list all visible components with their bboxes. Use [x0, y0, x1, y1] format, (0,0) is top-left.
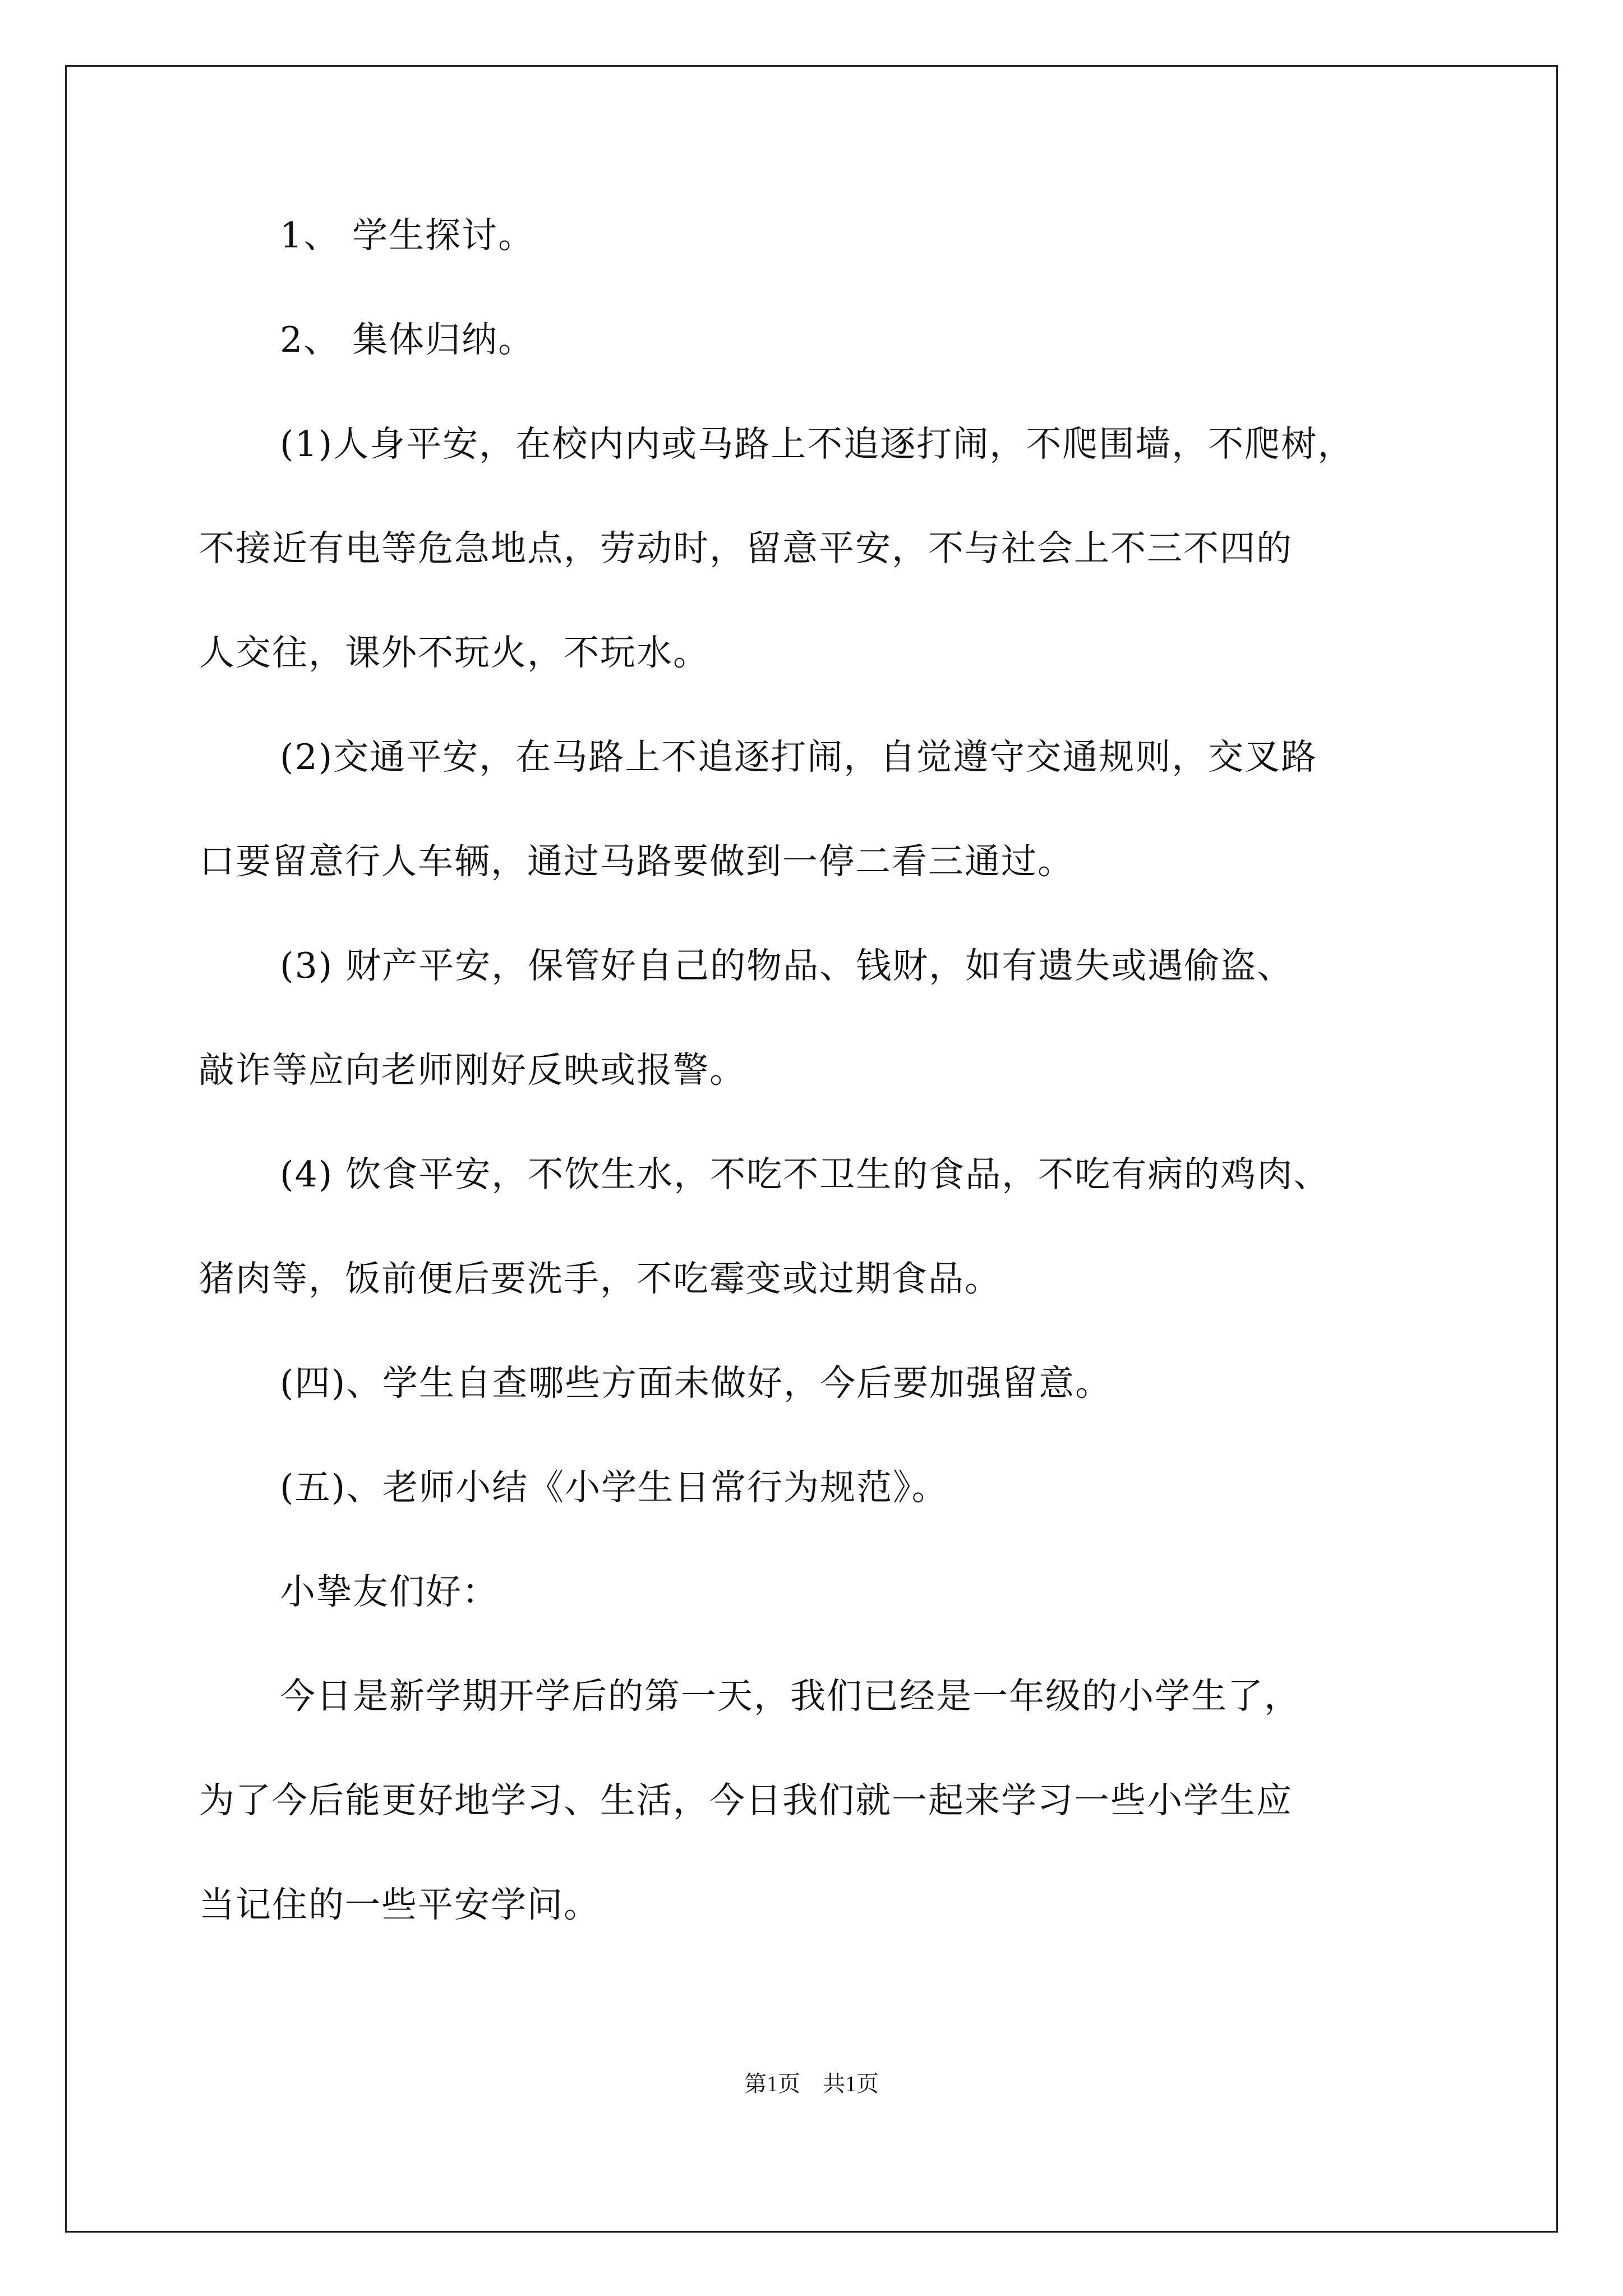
- text-line: 猪肉等，饭前便后要洗手，不吃霉变或过期食品。: [199, 1258, 1001, 1299]
- text-line: (3) 财产平安，保管好自己的物品、钱财，如有遗失或遇偷盗、: [280, 945, 1294, 986]
- text-line: 口要留意行人车辆，通过马路要做到一停二看三通过。: [199, 841, 1074, 882]
- text-line: 人交往，课外不玩火，不玩水。: [199, 632, 709, 673]
- text-line: (4) 饮食平安，不饮生水，不吃不卫生的食品，不吃有病的鸡肉、: [280, 1154, 1330, 1195]
- text-line: 今日是新学期开学后的第一天，我们已经是一年级的小学生了，: [280, 1676, 1301, 1717]
- text-line: (四)、学生自查哪些方面未做好，今后要加强留意。: [280, 1363, 1112, 1404]
- text-line: 不接近有电等危急地点，劳动时，留意平安，不与社会上不三不四的: [199, 528, 1293, 569]
- page-number-total: 共1页: [823, 2071, 879, 2096]
- text-line: 当记住的一些平安学问。: [199, 1884, 600, 1925]
- text-line: 小挚友们好：: [280, 1571, 499, 1612]
- page-footer: [0, 2070, 1623, 2098]
- text-line: 敲诈等应向老师刚好反映或报警。: [199, 1050, 746, 1091]
- text-line: 1、 学生探讨。: [280, 215, 535, 256]
- text-line: 为了今后能更好地学习、生活，今日我们就一起来学习一些小学生应: [199, 1780, 1293, 1821]
- text-line: (2)交通平安，在马路上不追逐打闹，自觉遵守交通规则，交叉路: [280, 737, 1318, 777]
- page-number-current: 第1页: [744, 2071, 800, 2096]
- text-line: (五)、老师小结《小学生日常行为规范》。: [280, 1467, 948, 1508]
- text-line: 2、 集体归纳。: [280, 319, 535, 360]
- text-line: (1)人身平安，在校内内或马路上不追逐打闹，不爬围墙，不爬树，: [280, 424, 1354, 464]
